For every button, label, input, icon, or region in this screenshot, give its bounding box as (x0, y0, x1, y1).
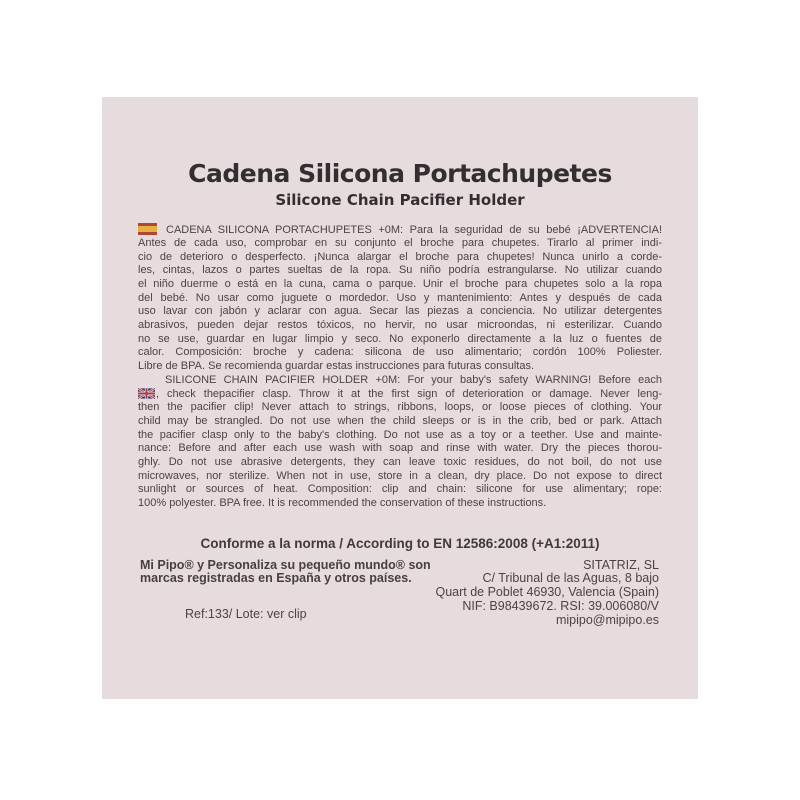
address-line: Quart de Poblet 46930, Valencia (Spain) (435, 585, 659, 600)
paragraph-line: Antes de cada uso, comprobar en su conjunto el broche para chupetes. Tirarlo al primer indi- (138, 236, 662, 249)
paragraph-line (138, 388, 662, 402)
address-line: C/ Tribunal de las Aguas, 8 bajo (482, 571, 659, 586)
address-line: NIF: B98439672. RSI: 39.006080/V (462, 598, 659, 613)
paragraph-line: the pacifier clasp only to the baby's clothing. Do not use as a toy or a teether. Use and mainte- (138, 428, 662, 441)
paragraph-line: cio de deterioro o desperfecto. ¡Nunca alargar el broche para chupetes! Nunca unirlo a corde- (138, 250, 662, 263)
footer (102, 559, 698, 628)
trademark-line: Mi Pipo® y Personaliza su pequeño mundo® son (140, 557, 431, 572)
paragraph-line: calor. Composición: broche y cadena: silicona de uso alimentario; cordón 100% Poliester. (138, 346, 662, 359)
paragraph-line: abrasivos, pueden dejar restos tóxicos, no hervir, no usar microondas, ni esterilizar. Cuando (138, 319, 662, 332)
paragraph-line (138, 223, 662, 237)
paragraph-line: Libre de BPA. Se recomienda guardar estas instrucciones para futuras consultas. (138, 360, 535, 373)
paragraph-line: sunlight or sources of heat. Composition: clip and chain: silicone for use alimentary; rope: (138, 483, 662, 496)
paragraph-line: child may be strangled. Do not use when the child sleeps or is in the crib, bed or park. Attach (138, 414, 662, 427)
instructions-block (138, 223, 662, 510)
trademark-line: marcas registradas en España y otros países. (140, 571, 412, 586)
company-address (435, 559, 659, 628)
paragraph-line: les, cintas, lazos o partes sueltas de la ropa. Su niño podría estrangularse. No utilizar cuando (138, 264, 662, 277)
paragraph-line: ghly. Do not use abrasive detergents, they can leave toxic residues, do not boil, do not use (138, 455, 662, 468)
paragraph-line: el niño duerme o está en la cuna, cama o parque. Unir el broche para chupetes solo a la ropa (138, 278, 662, 290)
ref-lot-line: Ref:133/ Lote: ver clip (185, 607, 307, 622)
english-instructions (138, 374, 662, 511)
paragraph-line: 100% polyester. BPA free. It is recommended the conservation of these instructions. (138, 497, 547, 509)
page-title: Cadena Silicona Portachupetes (188, 159, 612, 188)
footer-left-column (140, 559, 431, 621)
paragraph-line-text: , check thepacifier clasp. Throw it at the first sign of deterioration or damage. Never leng- (156, 387, 662, 400)
paragraph-line: nance: Before and after each use wash with soap and rinse with water. Dry the pieces thorou- (138, 442, 662, 455)
paragraph-line: then the pacifier clip! Never attach to strings, ribbons, loops, or loose pieces of clothing. Your (138, 401, 662, 414)
spanish-instructions (138, 223, 662, 374)
page-subtitle: Silicone Chain Pacifier Holder (275, 190, 525, 209)
trademark-notice (140, 559, 431, 586)
paragraph-line: microwaves, nor sterilize. When not in use, store in a clean, dry place. Do not expose to direct (138, 469, 662, 482)
compliance-norm-line: Conforme a la norma / According to EN 12586:2008 (+A1:2011) (200, 535, 600, 551)
paragraph-line: del bebé. No usar como juguete o mordedor. Uso y mantenimiento: Antes y después de cada (138, 291, 662, 304)
uk-flag-icon (138, 388, 155, 399)
product-label (102, 97, 698, 699)
paragraph-line: SILICONE CHAIN PACIFIER HOLDER +0M: For your baby's safety WARNING! Before each (165, 373, 662, 386)
paragraph-line-text: CADENA SILICONA PORTACHUPETES +0M: Para la seguridad de su bebé ¡ADVERTENCIA! (166, 224, 662, 237)
spain-flag-icon (138, 223, 157, 235)
address-line: mipipo@mipipo.es (555, 612, 659, 627)
paragraph-line: no se use, guardar en lugar limpio y seco. No exponerlo directamente a la luz o fuentes de (138, 332, 662, 345)
address-line: SITATRIZ, SL (583, 557, 659, 572)
paragraph-line: uso lavar con jabón y aclarar con agua. Secar las piezas a conciencia. No utilizar detergentes (138, 305, 662, 318)
